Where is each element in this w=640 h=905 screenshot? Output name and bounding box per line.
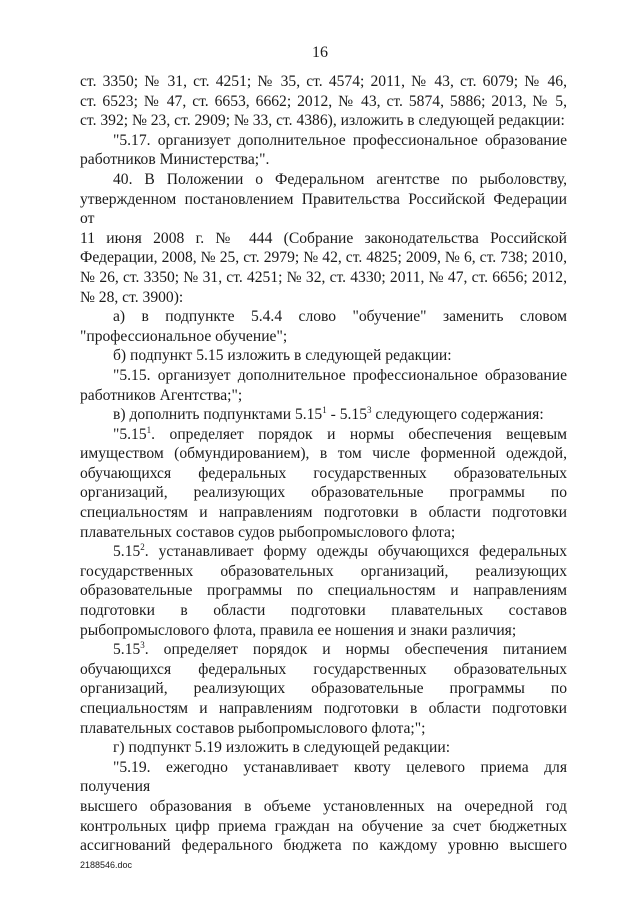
text-line [80, 758, 567, 797]
superscript: 1 [322, 405, 327, 416]
text-segment: ассигнований федерального бюджета по каждому уровню высшего [80, 837, 567, 855]
text-segment: работников Агентства;"; [80, 386, 243, 404]
text-line [80, 92, 567, 112]
text-line [80, 660, 567, 680]
text-segment: г) подпункт 5.19 изложить в следующей редакции: [113, 739, 451, 757]
text-segment: высшего образования в объеме установленных на очередной год [80, 797, 567, 815]
superscript: 3 [367, 405, 372, 416]
text-line [80, 817, 567, 837]
text-line [80, 464, 567, 484]
text-segment: 5.15 [113, 641, 141, 659]
text-segment: "5.17. организует дополнительное профессиональное образование [113, 131, 567, 149]
text-line [80, 542, 567, 562]
text-line [80, 327, 567, 347]
text-line [80, 190, 567, 229]
document-body [80, 72, 567, 856]
text-line [80, 523, 567, 543]
text-segment: специальностям и направлениям подготовки в области подготовки [80, 504, 567, 522]
text-segment: специальностям и направлениям подготовки в области подготовки [80, 700, 567, 717]
text-segment: 11 июня 2008 г. № 444 (Собрание законодательства Российской [80, 229, 567, 247]
text-line [80, 738, 567, 758]
text-segment: . определяет порядок и нормы обеспечения вещевым [151, 425, 567, 443]
text-segment: организаций, реализующих образовательные программы по [80, 484, 567, 502]
text-line [80, 483, 567, 503]
text-line [80, 719, 567, 739]
text-line [80, 425, 567, 445]
text-segment: работников Министерства;". [80, 151, 270, 169]
text-segment: утвержденном постановлением Правительства Российской Федерации от [80, 190, 567, 228]
text-line [80, 72, 567, 92]
text-line [80, 699, 567, 719]
text-line [80, 405, 567, 425]
text-segment: имуществом (обмундированием), в том числе форменной одеждой, [80, 445, 567, 463]
text-segment: государственных образовательных организаций, реализующих [80, 562, 567, 580]
text-segment: организаций, реализующих образовательные программы по [80, 680, 567, 698]
text-line [80, 503, 567, 523]
footer-filename: 2188546.doc [80, 860, 133, 870]
text-segment: № 26, ст. 3350; № 31, ст. 4251; № 32, ст. 4330; 2011, № 47, ст. 6656; 2012, [80, 268, 567, 286]
text-segment: Федерации, 2008, № 25, ст. 2979; № 42, ст. 4825; 2009, № 6, ст. 738; 2010, [80, 249, 567, 267]
text-segment: ст. 6523; № 47, ст. 6653, 6662; 2012, № 43, ст. 5874, 5886; 2013, № 5, [80, 92, 567, 110]
text-segment: 5.15 [113, 543, 141, 561]
superscript: 1 [146, 424, 152, 435]
text-line [80, 229, 567, 249]
text-line [80, 444, 567, 464]
text-line [80, 836, 567, 856]
text-segment: - 5.15 [326, 406, 368, 424]
text-line [80, 150, 567, 170]
text-line [80, 288, 567, 308]
page-number: 16 [312, 44, 328, 61]
text-segment: ст. 392; № 23, ст. 2909; № 33, ст. 4386), изложить в следующей редакции: [80, 112, 565, 130]
text-line [80, 366, 567, 386]
text-segment: следующего содержания: [371, 406, 544, 424]
text-line [80, 621, 567, 641]
text-line [80, 797, 567, 817]
text-segment: подготовки в области подготовки плавательных составов [80, 602, 567, 620]
text-segment: а) в подпункте 5.4.4 слово "обучение" заменить словом [113, 308, 567, 326]
text-line [80, 562, 567, 582]
text-line [80, 131, 567, 151]
text-segment: "5.15. организует дополнительное профессиональное образование [113, 366, 567, 384]
text-segment: обучающихся федеральных государственных образовательных [80, 464, 567, 482]
text-line [80, 307, 567, 327]
text-segment: 40. В Положении о Федеральном агентстве по рыболовству, [113, 170, 567, 188]
text-segment: в) дополнить подпунктами 5.15 [113, 406, 323, 424]
text-segment: образовательные программы по специальностям и направлениям [80, 582, 567, 600]
text-line [80, 679, 567, 699]
text-segment: рыбопромыслового флота, правила ее ношения и знаки различия; [80, 621, 517, 639]
text-segment: б) подпункт 5.15 изложить в следующей редакции: [113, 347, 452, 365]
text-segment: обучающихся федеральных государственных образовательных [80, 660, 567, 678]
text-line [80, 581, 567, 601]
text-line [80, 386, 567, 406]
text-segment: № 28, ст. 3900): [80, 288, 184, 306]
text-line [80, 248, 567, 268]
superscript: 2 [140, 542, 145, 553]
text-segment: ст. 3350; № 31, ст. 4251; № 35, ст. 4574; 2011, № 43, ст. 6079; № 46, [80, 73, 567, 90]
text-line [80, 640, 567, 660]
text-line [80, 601, 567, 621]
text-line [80, 346, 567, 366]
text-segment: плавательных составов судов рыбопромыслового флота; [80, 523, 456, 541]
text-segment: . устанавливает форму одежды обучающихся федеральных [144, 543, 567, 561]
text-segment: плавательных составов рыбопромыслового флота;"; [80, 719, 426, 737]
text-segment: "профессиональное обучение"; [80, 327, 288, 345]
text-line [80, 268, 567, 288]
text-line [80, 111, 567, 131]
text-segment: контрольных цифр приема граждан на обучение за счет бюджетных [80, 817, 567, 835]
superscript: 3 [140, 640, 145, 651]
text-segment: . определяет порядок и нормы обеспечения питанием [144, 641, 567, 659]
text-segment: "5.15 [113, 425, 147, 443]
text-line [80, 170, 567, 190]
text-segment: "5.19. ежегодно устанавливает квоту целевого приема для получения [80, 758, 567, 796]
